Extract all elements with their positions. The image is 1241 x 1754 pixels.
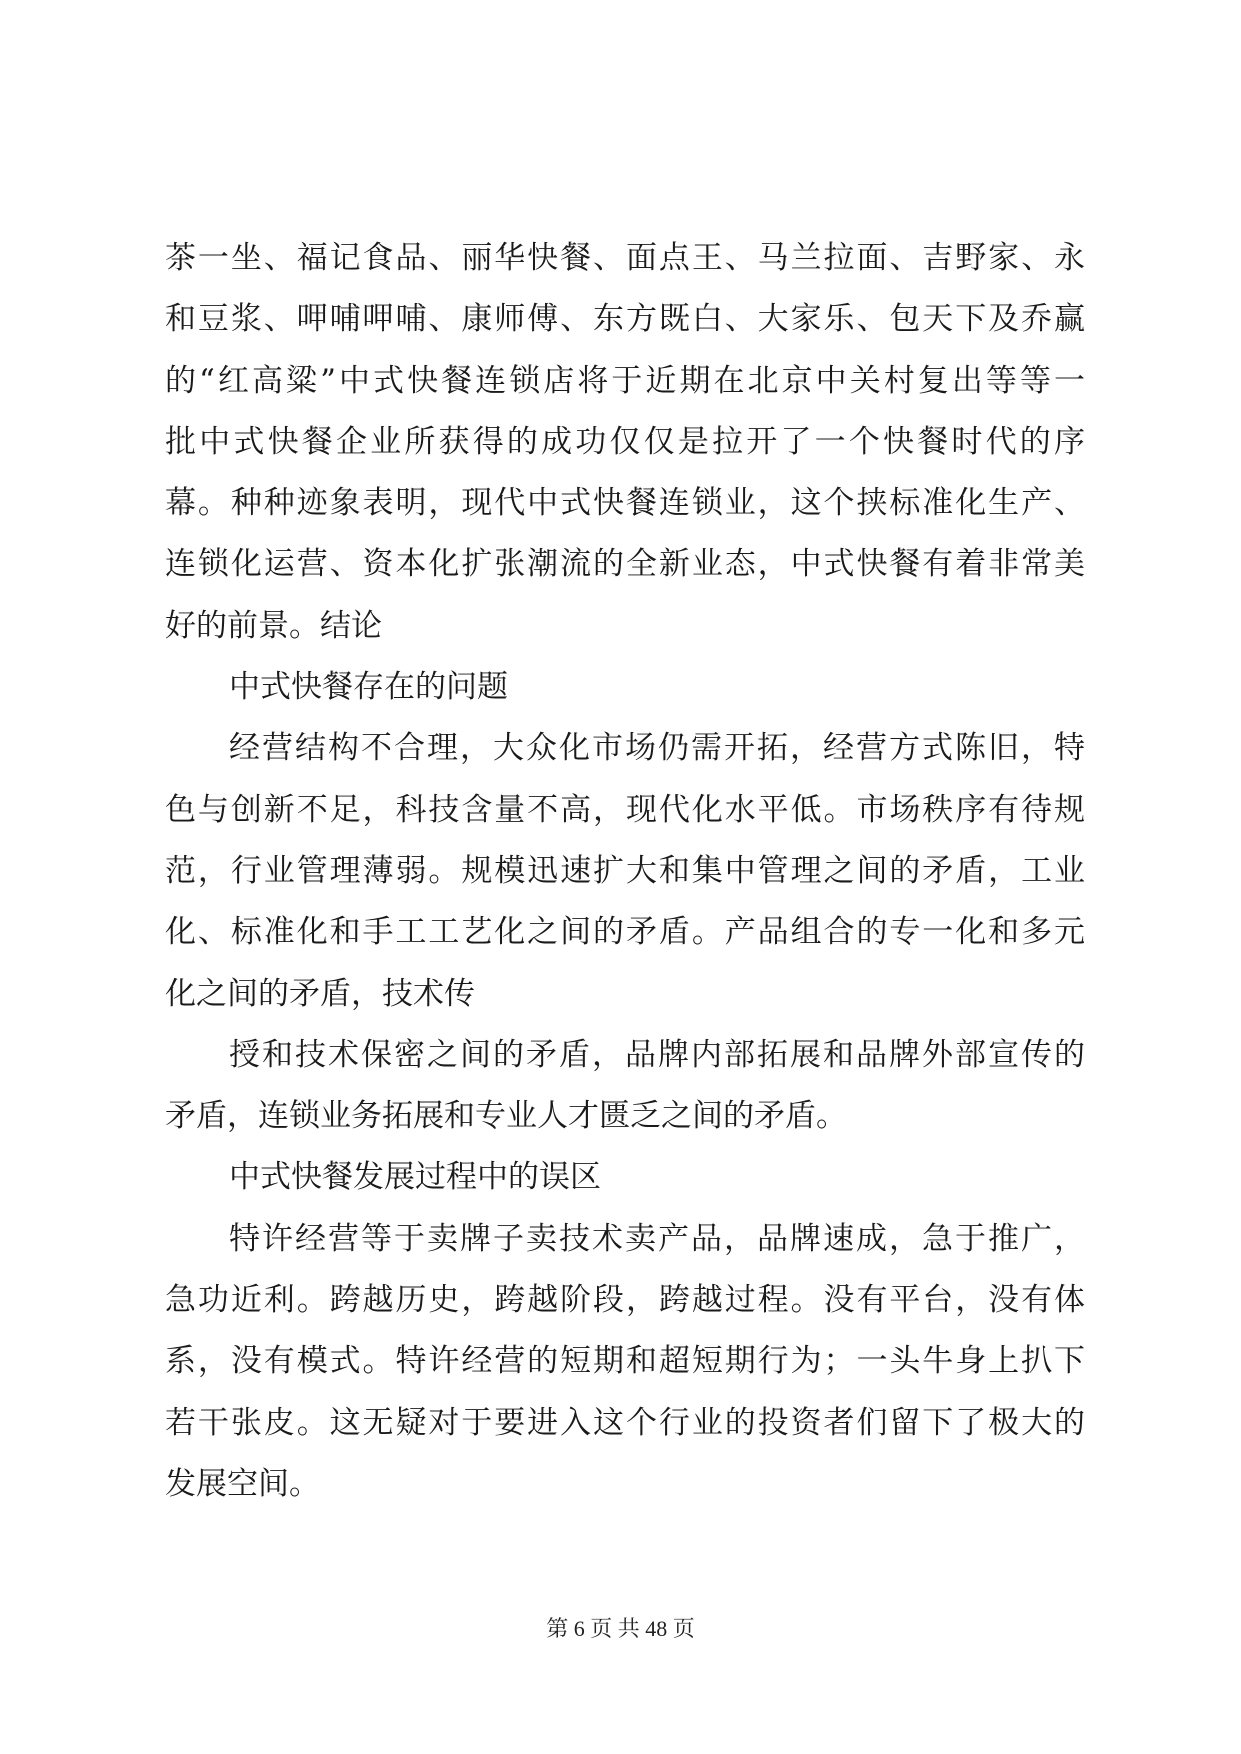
document-body bbox=[165, 228, 1085, 1515]
text-line: 急功近利。跨越历史，跨越阶段，跨越过程。没有平台，没有体 bbox=[165, 1282, 1085, 1319]
text-line: 连锁化运营、资本化扩张潮流的全新业态，中式快餐有着非常美 bbox=[165, 546, 1085, 583]
text-line: 批中式快餐企业所获得的成功仅仅是拉开了一个快餐时代的序 bbox=[165, 423, 1085, 460]
text-line: 若干张皮。这无疑对于要进入这个行业的投资者们留下了极大的 bbox=[165, 1404, 1085, 1441]
text-line: 中式快餐存在的问题 bbox=[229, 669, 508, 706]
text-line: 茶一坐、福记食品、丽华快餐、面点王、马兰拉面、吉野家、永 bbox=[165, 240, 1085, 276]
text-line: 矛盾，连锁业务拓展和专业人才匮乏之间的矛盾。 bbox=[165, 1098, 847, 1135]
text-line: 发展空间。 bbox=[165, 1465, 320, 1502]
text-line: 化、标准化和手工工艺化之间的矛盾。产品组合的专一化和多元 bbox=[165, 914, 1085, 951]
text-line: 经营结构不合理，大众化市场仍需开拓，经营方式陈旧，特 bbox=[229, 730, 1085, 767]
text-line: 的“红高粱”中式快餐连锁店将于近期在北京中关村复出等等一 bbox=[165, 362, 1085, 399]
text-line: 化之间的矛盾，技术传 bbox=[165, 975, 475, 1012]
text-line: 幕。种种迹象表明，现代中式快餐连锁业，这个挟标准化生产、 bbox=[165, 485, 1085, 522]
text-line: 中式快餐发展过程中的误区 bbox=[229, 1159, 601, 1196]
text-line: 和豆浆、呷哺呷哺、康师傅、东方既白、大家乐、包天下及乔赢 bbox=[165, 301, 1085, 338]
text-line: 好的前景。结论 bbox=[165, 607, 382, 644]
text-line: 色与创新不足，科技含量不高，现代化水平低。市场秩序有待规 bbox=[165, 791, 1085, 828]
text-line: 特许经营等于卖牌子卖技术卖产品，品牌速成，急于推广， bbox=[229, 1220, 1085, 1257]
page-footer: 第 6 页 共 48 页 bbox=[546, 1616, 695, 1641]
text-line: 系，没有模式。特许经营的短期和超短期行为；一头牛身上扒下 bbox=[165, 1343, 1085, 1380]
text-line: 范，行业管理薄弱。规模迅速扩大和集中管理之间的矛盾，工业 bbox=[165, 852, 1085, 889]
text-line: 授和技术保密之间的矛盾，品牌内部拓展和品牌外部宣传的 bbox=[229, 1036, 1085, 1073]
